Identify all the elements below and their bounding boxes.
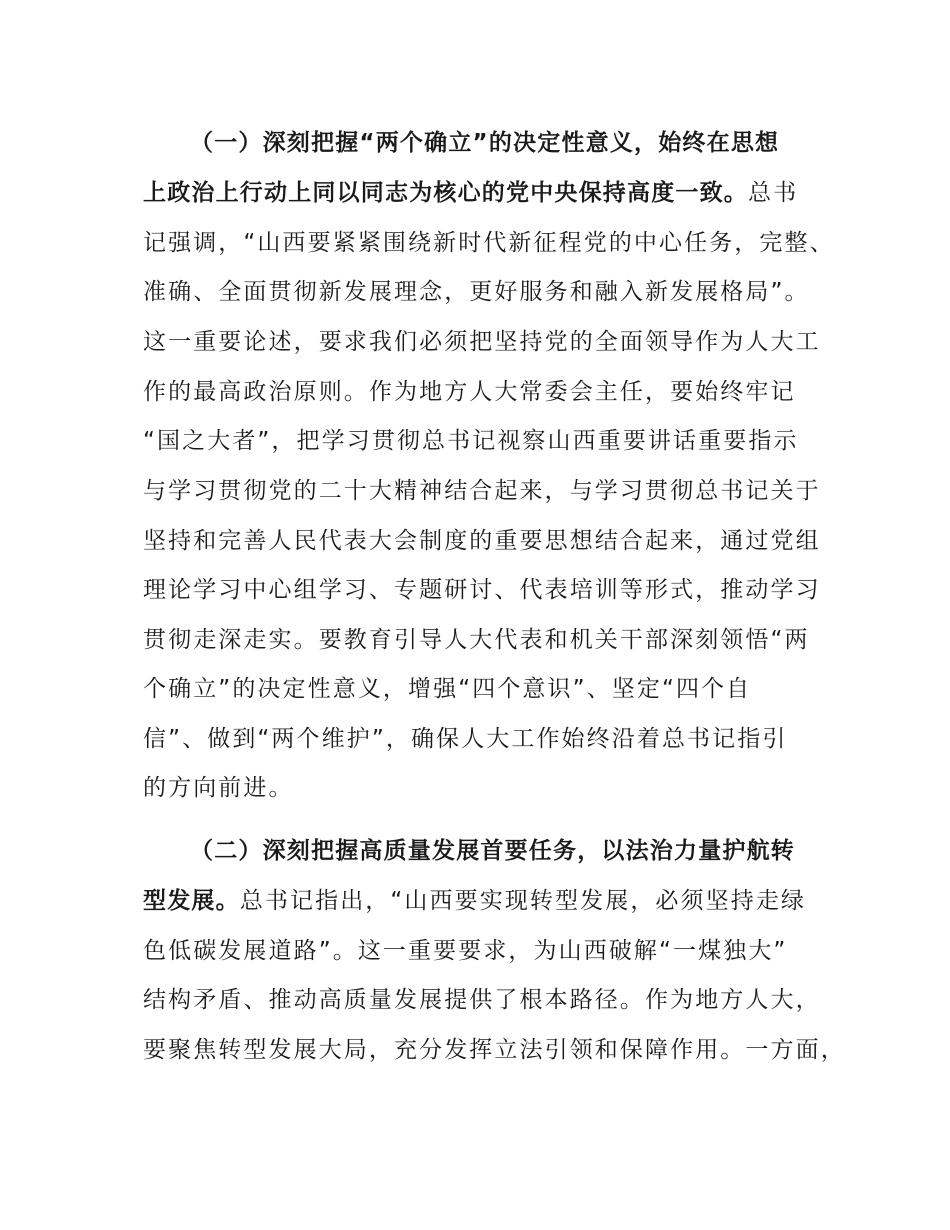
section1-heading-line2 xyxy=(143,178,798,208)
section1-line-1: 记强调，“山西要紧紧围绕新时代新征程党的中心任务，完整、 xyxy=(143,230,835,256)
section1-line-4: 作的最高政治原则。作为地方人大常委会主任，要始终牢记 xyxy=(143,379,796,405)
section2-heading-bold: 型发展。 xyxy=(143,888,240,914)
section1-line-9: 贯彻走深走实。要教育引导人大代表和机关干部深刻领悟“两 xyxy=(143,627,810,653)
section1-line-8: 理论学习中心组学习、专题研讨、代表培训等形式，推动学习 xyxy=(143,577,821,603)
section1-heading-bold: 上政治上行动上同以同志为核心的党中央保持高度一致。 xyxy=(143,180,748,206)
section1-heading-line1: （一）深刻把握“两个确立”的决定性意义，始终在思想 xyxy=(190,130,780,156)
section2-heading-text: 总书记指出，“山西要实现转型发展，必须坚持走绿 xyxy=(239,888,807,914)
section1-line-2: 准确、全面贯彻新发展理念，更好服务和融入新发展格局”。 xyxy=(143,279,810,305)
section2-line-3: 要聚焦转型发展大局，充分发挥立法引领和保障作用。一方面， xyxy=(143,1037,846,1063)
section2-heading-line2 xyxy=(143,886,806,916)
section2-heading-line1: （二）深刻把握高质量发展首要任务，以法治力量护航转 xyxy=(190,838,795,864)
section1-line-11: 信”、做到“两个维护”，确保人大工作始终沿着总书记指引 xyxy=(143,726,788,752)
section2-line-2: 结构矛盾、推动高质量发展提供了根本路径。作为地方人大， xyxy=(143,987,821,1013)
section1-line-3: 这一重要论述，要求我们必须把坚持党的全面领导作为人大工 xyxy=(143,329,821,355)
section1-heading-text: 总书 xyxy=(748,180,799,206)
section1-line-12: 的方向前进。 xyxy=(143,775,294,801)
section2-line-1: 色低碳发展道路”。这一重要要求，为山西破解“一煤独大” xyxy=(143,938,788,964)
section1-line-10: 个确立”的决定性意义，增强“四个意识”、坚定“四个自 xyxy=(143,676,752,702)
section1-line-5: “国之大者”，把学习贯彻总书记视察山西重要讲话重要指示 xyxy=(143,428,799,454)
section1-line-6: 与学习贯彻党的二十大精神结合起来，与学习贯彻总书记关于 xyxy=(143,478,821,504)
section1-line-7: 坚持和完善人民代表大会制度的重要思想结合起来，通过党组 xyxy=(143,528,821,554)
